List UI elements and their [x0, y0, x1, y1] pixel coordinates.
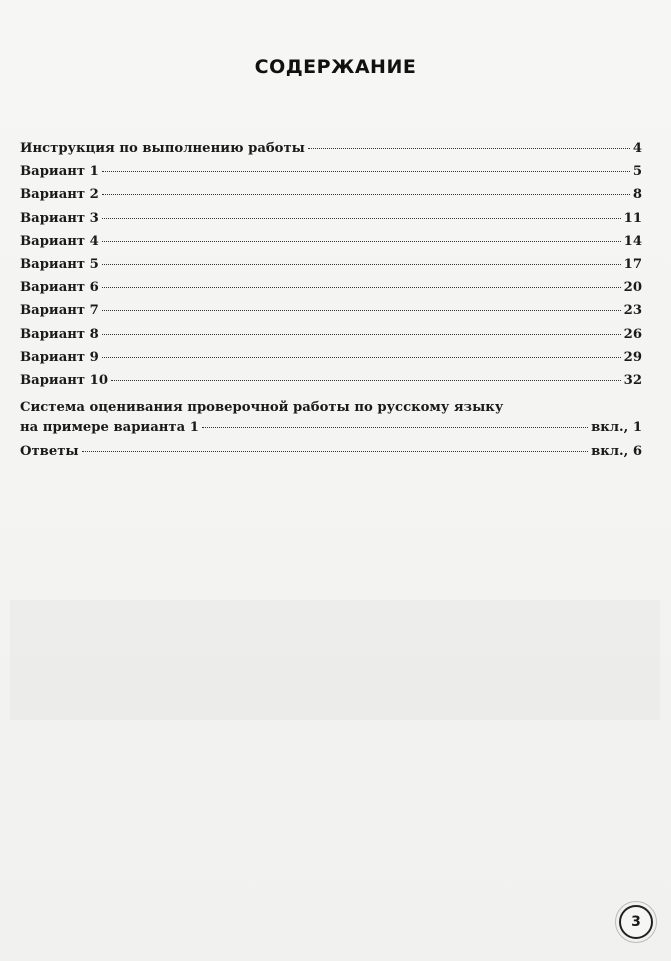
toc-leader-dots: [102, 194, 630, 195]
toc-entry[interactable]: [20, 187, 642, 210]
toc-entry-page: 14: [623, 233, 642, 249]
toc-entry[interactable]: [20, 327, 642, 350]
toc-leader-dots: [102, 357, 621, 358]
toc-leader-dots: [82, 451, 588, 452]
toc-entry-page: 11: [623, 210, 642, 226]
toc-leader-dots: [102, 310, 621, 311]
toc-leader-dots: [102, 171, 630, 172]
toc-leader-dots: [102, 218, 621, 219]
toc-entry-grading-system[interactable]: [20, 400, 642, 444]
toc-entry-title: Вариант 10: [20, 372, 109, 388]
toc-leader-dots: [102, 334, 621, 335]
toc-leader-dots: [111, 380, 621, 381]
toc-leader-dots: [102, 264, 621, 265]
toc-entry[interactable]: [20, 211, 642, 234]
toc-entry[interactable]: [20, 373, 642, 396]
toc-entry-page: 23: [623, 303, 642, 319]
toc-leader-dots: [202, 427, 588, 428]
table-of-contents: [20, 141, 642, 467]
toc-entry-title: Вариант 8: [20, 326, 99, 342]
toc-entry-title: Вариант 2: [20, 187, 99, 203]
toc-entry-title: Инструкция по выполнению работы: [20, 141, 305, 156]
toc-entry[interactable]: [20, 280, 642, 303]
toc-entry-title: Вариант 7: [20, 303, 99, 319]
page-title: СОДЕРЖАНИЕ: [254, 56, 417, 78]
toc-entry-page: 32: [623, 372, 642, 388]
toc-entry[interactable]: [20, 141, 642, 164]
page-number-badge: 3: [619, 905, 653, 939]
toc-entry[interactable]: [20, 257, 642, 280]
toc-entry-page: вкл., 1: [591, 420, 642, 436]
toc-entry-page: 29: [623, 349, 642, 365]
toc-entry-answers[interactable]: [20, 444, 642, 467]
toc-leader-dots: [308, 148, 630, 149]
toc-entry-page: 5: [632, 164, 642, 180]
toc-entry-title-line1: Система оценивания проверочной работы по русскому языку: [20, 400, 504, 416]
toc-entry-page: 20: [623, 280, 642, 296]
toc-entry-title: Вариант 4: [20, 233, 99, 249]
toc-entry-page: вкл., 6: [591, 444, 642, 460]
toc-entry[interactable]: [20, 234, 642, 257]
toc-leader-dots: [102, 241, 621, 242]
toc-entry[interactable]: [20, 350, 642, 373]
toc-entry-title: Вариант 3: [20, 210, 99, 226]
toc-entry-title: Ответы: [20, 444, 79, 460]
toc-entry[interactable]: [20, 303, 642, 326]
toc-leader-dots: [102, 287, 621, 288]
toc-entry-page: 17: [623, 256, 642, 272]
toc-entry-title: Вариант 5: [20, 256, 99, 272]
toc-entry-page: 4: [632, 141, 642, 156]
toc-entry-page: 26: [623, 326, 642, 342]
toc-entry-page: 8: [632, 187, 642, 203]
toc-entry-title: Вариант 9: [20, 349, 99, 365]
toc-entry-title-line2: на примере варианта 1: [20, 420, 199, 436]
toc-entry-title: Вариант 6: [20, 280, 99, 296]
toc-entry[interactable]: [20, 164, 642, 187]
toc-entry-title: Вариант 1: [20, 164, 99, 180]
show-through-area: [10, 600, 660, 720]
